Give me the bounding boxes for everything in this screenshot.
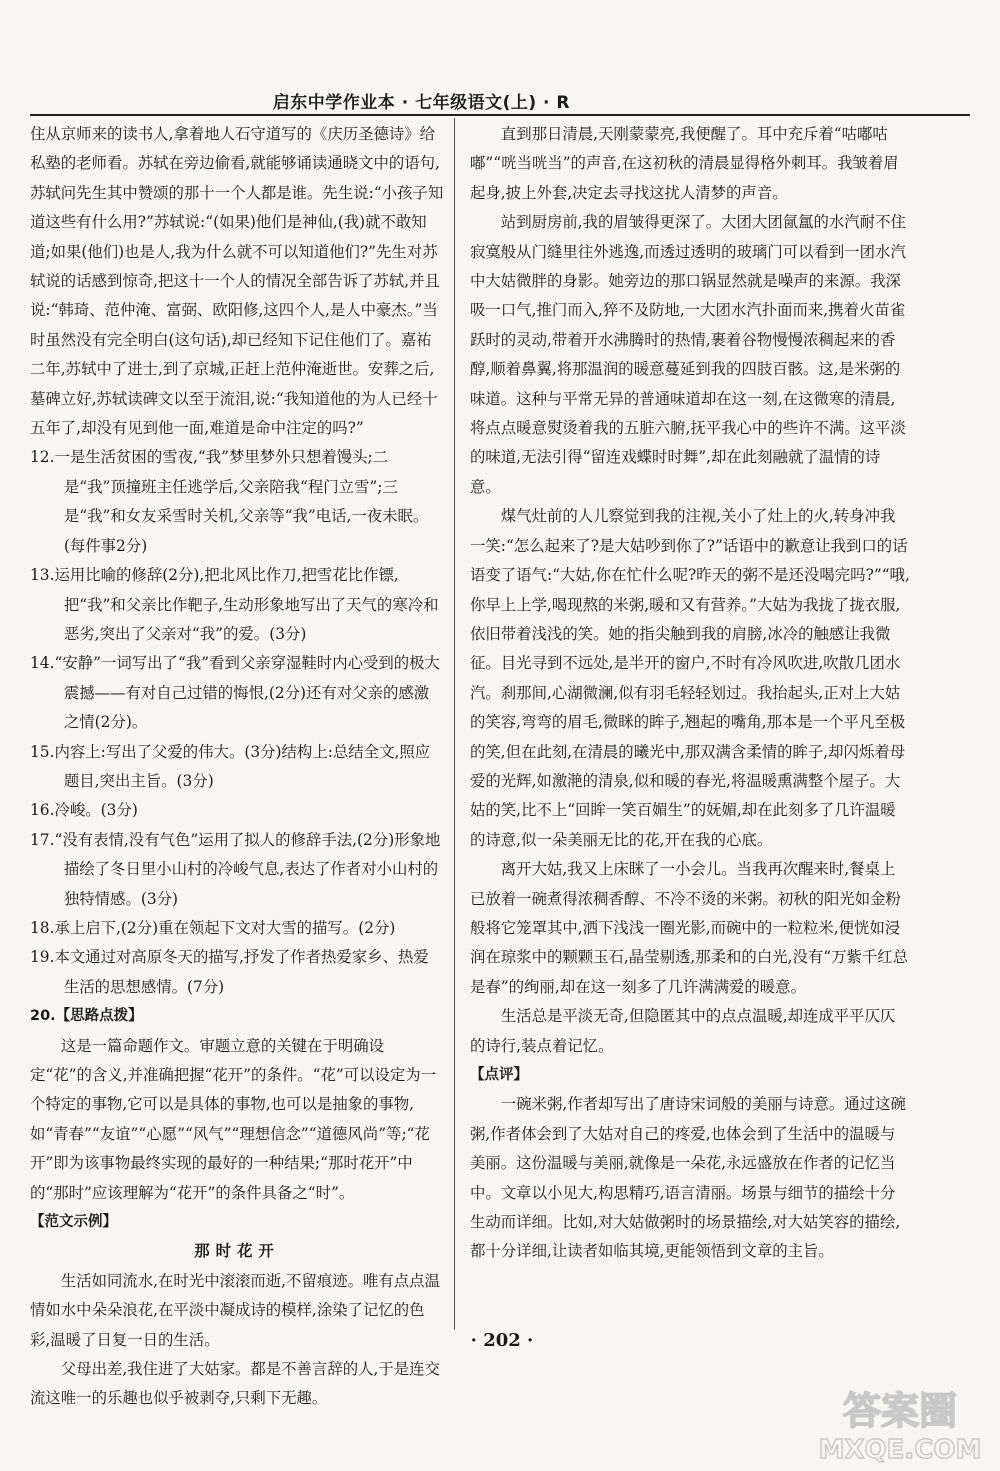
sample-essay-label: 【范文示例】 (30, 1214, 117, 1231)
header-title: 启东中学作业本 · 七年级语文(上) · R (272, 93, 570, 113)
answer-19: 19.本文通过对高原冬天的描写,抒发了作者热爱家乡、热爱生活的思想感情。(7分) (30, 948, 429, 996)
answer-17: 17.“没有表情,没有气色”运用了拟人的修辞手法,(2分)形象地描绘了冬日里小山村的冷峻气息,表达了作者对小山村的独特情感。(3分) (30, 830, 441, 908)
essay-paragraph-2: 父母出差,我住进了大姑家。都是不善言辞的人,于是连交流这唯一的乐趣也似乎被剥夺,只剩下无趣。 (30, 1360, 440, 1408)
answer-20-label: 20.【思路点拨】 (30, 1008, 143, 1025)
answer-18: 18.承上启下,(2分)重在领起下文对大雪的描写。(2分) (30, 918, 396, 937)
answer-15: 15.内容上:写出了父爱的伟大。(3分)结构上:总结全文,照应题目,突出主旨。(3分) (30, 742, 431, 790)
answer-16: 16.冷峻。(3分) (30, 801, 138, 820)
answer-12: 12.一是生活贫困的雪夜,“我”梦里梦外只想着馒头;二是“我”顶撞班主任逃学后,父亲陪我“程门立雪”;三是“我”和女友采雪时关机,父亲等“我”电话,一夜未眠。(每件事2分) (30, 448, 429, 555)
translation-paragraph: 住从京师来的读书人,拿着地人石守道写的《庆历圣德诗》给私塾的老师看。苏轼在旁边偷看,就能够诵读通晓文中的语句,苏轼问先生其中赞颂的那十一个人都是谁。先生说:“小孩子知道这些有什么用?”苏轼说:“(如果)他们是神仙,(我)就不敢知道;如果(他们)也是人,我为什么就不可以知道他们?”先生对苏轼说的话感到惊奇,把这十一个人的情况全部告诉了苏轼,并且说:“韩琦、范仲淹、富弼、欧阳修,这四个人,是人中豪杰。”当时虽然没有完全明白(这句话),却已经知下记住他们了。嘉祐二年,苏轼中了进士,到了京城,正赶上范仲淹逝世。安葬之后,墓碑立好,苏轼读碑文以至于流泪,说:“我知道他的为人已经十五年了,却没有见到他一面,难道是命中注定的吗?” (30, 125, 444, 438)
page-number: · 202 · (470, 1330, 534, 1351)
left-column (30, 120, 444, 1414)
comment-label: 【点评】 (470, 1067, 528, 1083)
answer-14: 14.“安静”一词写出了“我”看到父亲穿湿鞋时内心受到的极大震撼——有对自己过错的悔恨,(2分)还有对父亲的感激之情(2分)。 (30, 654, 440, 732)
answer-20-text: 这是一篇命题作文。审题立意的关键在于明确设定“花”的含义,并准确把握“花开”的条件。“花”可以设定为一个特定的事物,它可以是具体的事物,也可以是抽象的事物,如“青春”“友谊”“心愿”“风气”“理想信念”“道德风尚”等;“花开”即为该事物最终实现的最好的一种结果;“那时花开”中的“那时”应该理解为“花开”的条件具备之“时”。 (30, 1036, 437, 1202)
essay-paragraph-3: 直到那日清晨,天刚蒙蒙亮,我便醒了。耳中充斥着“咕嘟咕嘟”“咣当咣当”的声音,在这初秋的清晨显得格外刺耳。我皱着眉起身,披上外套,决定去寻找这扰人清梦的声音。 (470, 125, 899, 202)
essay-paragraph-6: 离开大姑,我又上床眯了一小会儿。当我再次醒来时,餐桌上已放着一碗煮得浓稠香醇、不冷不烫的米粥。初秋的阳光如金粉般将它笼罩其中,洒下浅浅一圈光影,而碗中的一粒粒米,便恍如浸润在琼浆中的颗颗玉石,晶莹剔透,那柔和的白光,没有“万紫千红总是春”的绚丽,却在这一刻多了几许满满爱的暖意。 (470, 860, 909, 996)
answer-13: 13.运用比喻的修辞(2分),把北风比作刀,把雪花比作镖,把“我”和父亲比作靶子,生动形象地写出了天气的寒冷和恶劣,突出了父亲对“我”的爱。(3分) (30, 566, 439, 643)
essay-title: 那时花开 (194, 1242, 280, 1261)
right-column (470, 120, 910, 1267)
svg-text:答案圈: 答案圈 (842, 1389, 958, 1433)
watermark-logo (810, 1382, 990, 1466)
essay-paragraph-4: 站到厨房前,我的眉皱得更深了。大团大团氤氲的水汽耐不住寂寞般从门缝里往外逃逸,而透过透明的玻璃门可以看到一团水汽中大姑微胖的身影。她旁边的那口锅显然就是噪声的来源。我深吸一口气,推门而入,猝不及防地,一大团水汽扑面而来,携着火苗雀跃时的灵动,带着开水沸腾时的热情,裹着谷物慢慢浓稠起来的香醇,顺着鼻翼,将那温润的暖意蔓延到我的四肢百骸。这,是米粥的味道。这种与平常无异的普通味道却在这一刻,在这微寒的清晨,将点点暖意熨烫着我的五脏六腑,抚平我心中的些许不满。这平淡的味道,无法引得“留连戏蝶时时舞”,却在此刻融就了温情的诗意。 (470, 213, 906, 496)
comment-text: 一碗米粥,作者却写出了唐诗宋词般的美丽与诗意。通过这碗粥,作者体会到了大姑对自己的疼爱,也体会到了生活中的温暖与美丽。这份温暖与美丽,就像是一朵花,永远盛放在作者的记忆当中。文章以小见大,构思精巧,语言清丽。场景与细节的描绘十分生动而详细。比如,对大姑做粥时的场景描绘,对大姑笑容的描绘,都十分详细,让读者如临其境,更能领悟到文章的主旨。 (470, 1095, 906, 1261)
svg-text:MXQE.COM: MXQE.COM (818, 1435, 982, 1465)
essay-paragraph-7: 生活总是平淡无奇,但隐匿其中的点点温暖,却连成平平仄仄的诗行,装点着记忆。 (470, 1007, 896, 1055)
column-divider (454, 118, 455, 1330)
page-header (30, 88, 970, 116)
essay-paragraph-1: 生活如同流水,在时光中滚滚而逝,不留痕迹。唯有点点温情如水中朵朵浪花,在平淡中凝成诗的模样,涂染了记忆的色彩,温暖了日复一日的生活。 (30, 1271, 440, 1349)
essay-paragraph-5: 煤气灶前的人儿察觉到我的注视,关小了灶上的火,转身冲我一笑:“怎么起来了?是大姑吵到你了?”话语中的歉意让我到口的话语变了语气:“大姑,你在忙什么呢?昨天的粥不是还没喝完吗?”“哦,你早上上学,喝现熬的米粥,暖和又有营养。”大姑为我拢了拢衣服,依旧带着浅浅的笑。她的指尖触到我的肩膀,冰冷的触感让我微征。目光寻到不远处,是半开的窗户,不时有冷风吹进,吹散几团水汽。刹那间,心湖微澜,似有羽毛轻轻划过。我抬起头,正对上大姑的笑容,弯弯的眉毛,微眯的眸子,翘起的嘴角,那本是一个平凡至极的笑,但在此刻,在清晨的曦光中,那双满含柔情的眸子,却闪烁着母爱的光辉,如激滟的清泉,似和暖的春光,将温暖熏满整个屋子。大姑的笑,比不上“回眸一笑百媚生”的妩媚,却在此刻多了几许温暖的诗意,似一朵美丽无比的花,开在我的心底。 (470, 507, 910, 849)
